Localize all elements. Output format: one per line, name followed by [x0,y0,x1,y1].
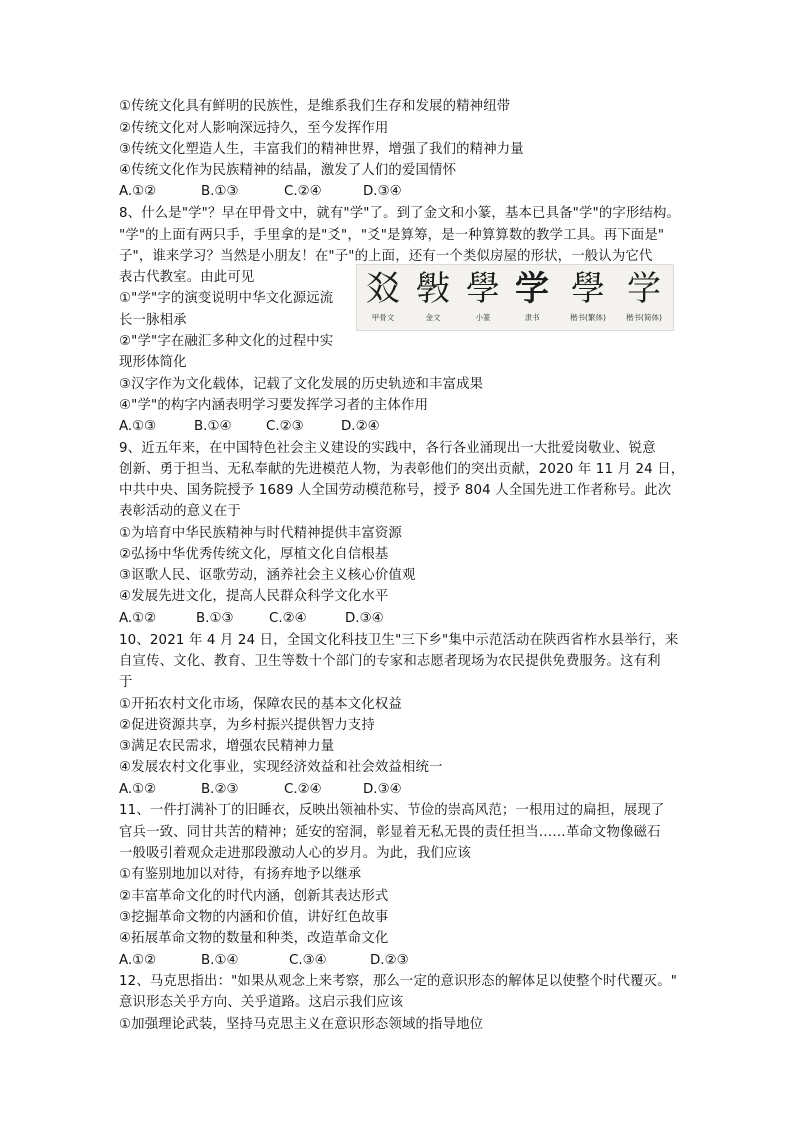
glyph-regular-simplified: 学 [627,269,661,309]
q10-choice-b: B.②③ [201,782,239,797]
q11-option-4: ④拓展革命文物的数量和种类，改造革命文化 [119,931,389,946]
q9-option-4: ④发展先进文化，提高人民群众科学文化水平 [119,589,389,604]
glyph-oracle-bone: 㸚 [366,269,400,309]
q9-option-3: ③讴歌人民、讴歌劳动，涵养社会主义核心价值观 [119,568,416,583]
q12-stem-line-1: 12、马克思指出："如果从观念上来考察，那么一定的意识形态的解体足以使整个时代覆灭。" [119,974,678,989]
q9-choice-d: D.③④ [345,611,384,626]
glyph-clerical: 学 [515,269,549,309]
glyph-small-seal: 學 [466,269,500,309]
q7-choice-d: D.③④ [363,184,402,199]
q9-stem-line-1: 9、近五年来，在中国特色社会主义建设的实践中，各行各业涌现出一大批爱岗敬业、锐意 [119,441,656,456]
q8-choice-a: A.①③ [119,419,157,434]
q12-stem-line-2: 意识形态关乎方向、关乎道路。这启示我们应该 [119,995,404,1010]
q11-option-3: ③挖掘革命文物的内涵和价值，讲好红色故事 [119,910,389,925]
caption-small-seal: 小篆 [475,313,491,322]
q8-option-2a: ②"学"字在融汇多种文化的过程中实 [119,334,334,349]
q10-option-1: ①开拓农村文化市场，保障农民的基本文化权益 [119,697,402,712]
q12-option-1: ①加强理论武装，坚持马克思主义在意识形态领域的指导地位 [119,1017,484,1032]
q8-option-2b: 现形体简化 [119,355,187,370]
q8-choice-c: C.②③ [266,419,304,434]
q8-stem-line-1: 8、什么是"学"？早在甲骨文中，就有"学"了。到了金文和小篆，基本已具备"学"的字形结构。 [119,206,681,221]
caption-bronze: 金文 [425,313,441,322]
q9-choice-b: B.①③ [196,611,234,626]
q9-stem-line-4: 表彰活动的意义在于 [119,504,241,519]
q10-choice-d: D.③④ [363,782,402,797]
q7-option-2: ②传统文化对人影响深远持久，至今发挥作用 [119,121,389,136]
caption-regular-simplified: 楷书(简体) [626,313,662,322]
q9-option-1: ①为培育中华民族精神与时代精神提供丰富资源 [119,526,402,541]
caption-regular-traditional: 楷书(繁体) [570,313,606,322]
q10-option-4: ④发展农村文化事业，实现经济效益和社会效益相统一 [119,760,443,775]
q11-choice-c: C.③④ [289,953,327,968]
q9-choice-c: C.②④ [269,611,307,626]
xue-character-evolution-figure [356,264,674,331]
q7-choice-a: A.①② [119,184,157,199]
q7-option-4: ④传统文化作为民族精神的结晶，激发了人们的爱国情怀 [119,163,457,178]
q7-choice-c: C.②④ [284,184,322,199]
q11-choice-d: D.②③ [370,953,409,968]
caption-clerical: 隶书 [524,313,540,322]
q8-stem-line-2: "学"的上面有两只手，手里拿的是"爻"，"爻"是算筹，是一种算算数的教学工具。再下面是" [119,228,665,243]
q10-stem-line-3: 于 [119,675,133,690]
q8-option-4: ④"学"的构字内涵表明学习要发挥学习者的主体作用 [119,398,429,413]
glyph-regular-traditional: 學 [571,269,605,309]
q10-choice-c: C.②④ [284,782,322,797]
q9-stem-line-3: 中共中央、国务院授予 1689 人全国劳动模范称号，授予 804 人全国先进工作者称号。此次 [119,483,672,498]
q10-choice-a: A.①② [119,782,157,797]
q8-choice-d: D.②④ [341,419,380,434]
q11-stem-line-3: 一般吸引着观众走进那段激动人心的岁月。为此，我们应该 [119,846,472,861]
q8-stem-line-3: 子"，谁来学习？当然是小朋友！在"子"的上面，还有一个类似房屋的形状，一般认为它代 [119,249,653,264]
q11-stem-line-1: 11、一件打满补丁的旧睡衣，反映出领袖朴实、节俭的崇高风范；一根用过的扁担，展现了 [119,803,665,818]
glyph-bronze: 斅 [416,269,450,309]
q11-option-1: ①有鉴别地加以对待，有扬弃地予以继承 [119,867,362,882]
q7-choice-b: B.①③ [201,184,239,199]
q8-stem-line-4: 表古代教室。由此可见 [119,270,255,285]
q9-choice-a: A.①② [119,611,157,626]
q10-stem-line-2: 自宣传、文化、教育、卫生等数十个部门的专家和志愿者现场为农民提供免费服务。这有利 [119,654,661,669]
q11-stem-line-2: 官兵一致、同甘共苦的精神；延安的窑洞，彰显着无私无畏的责任担当……革命文物像磁石 [119,825,661,840]
q7-option-3: ③传统文化塑造人生，丰富我们的精神世界，增强了我们的精神力量 [119,142,524,157]
caption-oracle-bone: 甲骨文 [371,313,395,322]
q8-option-3: ③汉字作为文化载体，记载了文化发展的历史轨迹和丰富成果 [119,377,484,392]
q9-stem-line-2: 创新、勇于担当、无私奉献的先进模范人物，为表彰他们的突出贡献，2020 年 11 月 24 日， [119,462,685,477]
q10-option-3: ③满足农民需求，增强农民精神力量 [119,739,335,754]
q8-choice-b: B.①④ [194,419,232,434]
q9-option-2: ②弘扬中华优秀传统文化，厚植文化自信根基 [119,547,389,562]
q7-option-1: ①传统文化具有鲜明的民族性，是维系我们生存和发展的精神纽带 [119,99,511,114]
q10-option-2: ②促进资源共享，为乡村振兴提供智力支持 [119,718,375,733]
q10-stem-line-1: 10、2021 年 4 月 24 日，全国文化科技卫生"三下乡"集中示范活动在陕西省柞水县举行，来 [119,633,679,648]
q8-option-1a: ①"学"字的演变说明中华文化源远流 [119,291,334,306]
q8-option-1b: 长一脉相承 [119,313,187,328]
q11-option-2: ②丰富革命文化的时代内涵，创新其表达形式 [119,889,389,904]
q11-choice-b: B.①④ [201,953,239,968]
q11-choice-a: A.①② [119,953,157,968]
